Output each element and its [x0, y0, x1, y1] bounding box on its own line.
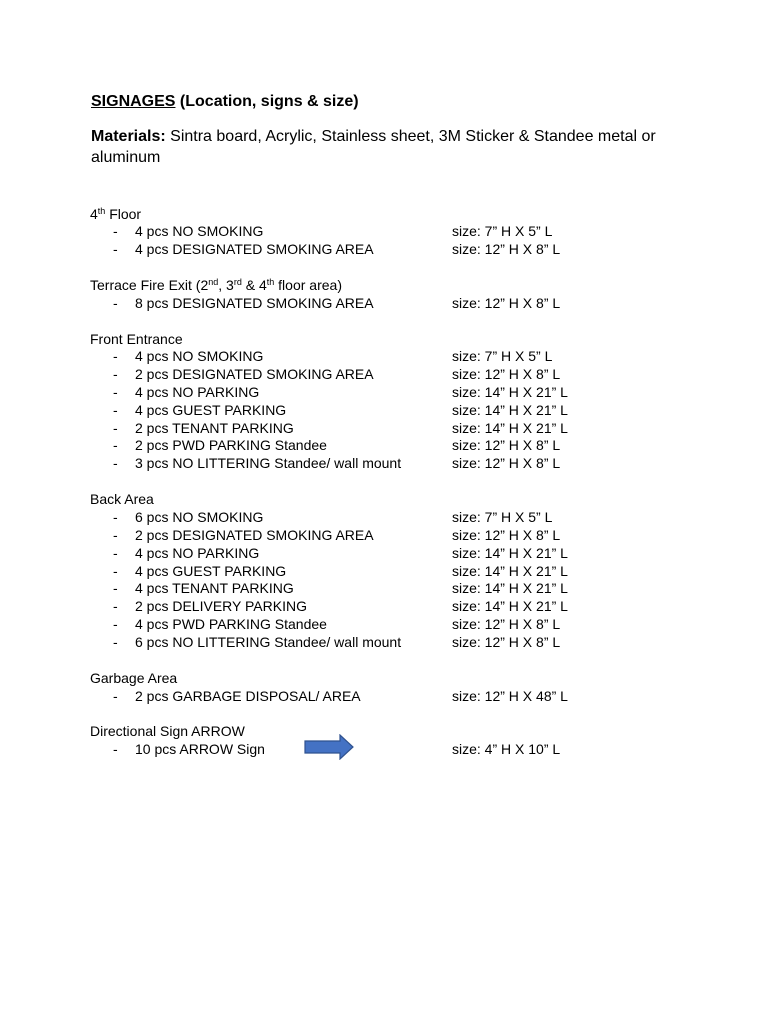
- bullet-dash: -: [113, 241, 118, 257]
- section-heading-terrace: [90, 277, 342, 293]
- bullet-dash: -: [113, 527, 118, 543]
- heading-text: & 4: [241, 277, 267, 293]
- heading-text: Floor: [105, 206, 142, 222]
- bullet-dash: -: [113, 634, 118, 650]
- item-size: size: 12” H X 8” L: [452, 437, 561, 453]
- superscript: th: [266, 277, 275, 287]
- materials-label: Materials:: [91, 128, 166, 145]
- bullet-dash: -: [113, 223, 118, 239]
- bullet-dash: -: [113, 295, 118, 311]
- item-description: 2 pcs GARBAGE DISPOSAL/ AREA: [135, 688, 361, 704]
- item-description: 4 pcs TENANT PARKING: [135, 580, 294, 596]
- superscript: th: [97, 206, 106, 216]
- materials-paragraph: [91, 126, 691, 168]
- heading-text: , 3: [218, 277, 234, 293]
- bullet-dash: -: [113, 384, 118, 400]
- item-size: size: 12” H X 8” L: [452, 366, 561, 382]
- list-item: [0, 437, 768, 455]
- item-description: 10 pcs ARROW Sign: [135, 741, 265, 757]
- item-size: size: 12” H X 8” L: [452, 241, 561, 257]
- item-description: 3 pcs NO LITTERING Standee/ wall mount: [135, 455, 402, 471]
- item-description: 4 pcs NO SMOKING: [135, 348, 264, 364]
- bullet-dash: -: [113, 598, 118, 614]
- bullet-dash: -: [113, 741, 118, 757]
- bullet-dash: -: [113, 366, 118, 382]
- arrow-shape: [305, 735, 353, 759]
- item-description: 4 pcs DESIGNATED SMOKING AREA: [135, 241, 374, 257]
- item-description: 2 pcs PWD PARKING Standee: [135, 437, 327, 453]
- item-description: 6 pcs NO SMOKING: [135, 509, 264, 525]
- list-item: [0, 616, 768, 634]
- item-size: size: 12” H X 8” L: [452, 455, 561, 471]
- list-item: [0, 366, 768, 384]
- item-description: 4 pcs NO PARKING: [135, 545, 260, 561]
- item-description: 4 pcs GUEST PARKING: [135, 563, 287, 579]
- item-size: size: 7” H X 5” L: [452, 348, 553, 364]
- item-size: size: 12” H X 8” L: [452, 634, 561, 650]
- right-arrow-icon: [304, 734, 354, 760]
- item-description: 4 pcs PWD PARKING Standee: [135, 616, 327, 632]
- bullet-dash: -: [113, 455, 118, 471]
- item-description: 2 pcs DELIVERY PARKING: [135, 598, 307, 614]
- item-size: size: 14” H X 21” L: [452, 384, 568, 400]
- list-item: [0, 741, 768, 759]
- list-item: [0, 509, 768, 527]
- title-subtitle: (Location, signs & size): [175, 93, 359, 110]
- list-item: [0, 295, 768, 313]
- item-size: size: 12” H X 48” L: [452, 688, 568, 704]
- section-heading-directional-sign: Directional Sign ARROW: [90, 723, 245, 739]
- item-size: size: 14” H X 21” L: [452, 598, 568, 614]
- item-description: 2 pcs DESIGNATED SMOKING AREA: [135, 527, 374, 543]
- bullet-dash: -: [113, 580, 118, 596]
- item-description: 4 pcs NO SMOKING: [135, 223, 264, 239]
- list-item: [0, 634, 768, 652]
- section-heading-back-area: Back Area: [90, 491, 154, 507]
- item-description: 2 pcs DESIGNATED SMOKING AREA: [135, 366, 374, 382]
- bullet-dash: -: [113, 509, 118, 525]
- bullet-dash: -: [113, 402, 118, 418]
- item-size: size: 14” H X 21” L: [452, 402, 568, 418]
- item-size: size: 4” H X 10” L: [452, 741, 561, 757]
- list-item: [0, 598, 768, 616]
- item-size: size: 14” H X 21” L: [452, 563, 568, 579]
- item-description: 2 pcs TENANT PARKING: [135, 420, 294, 436]
- bullet-dash: -: [113, 688, 118, 704]
- bullet-dash: -: [113, 563, 118, 579]
- item-description: 4 pcs NO PARKING: [135, 384, 260, 400]
- superscript: nd: [208, 277, 219, 287]
- list-item: [0, 223, 768, 241]
- item-size: size: 12” H X 8” L: [452, 295, 561, 311]
- heading-text: floor area): [274, 277, 342, 293]
- item-size: size: 7” H X 5” L: [452, 509, 553, 525]
- item-size: size: 14” H X 21” L: [452, 545, 568, 561]
- list-item: [0, 455, 768, 473]
- materials-text: Sintra board, Acrylic, Stainless sheet, 3M Sticker & Standee metal or aluminum: [91, 128, 656, 166]
- list-item: [0, 688, 768, 706]
- list-item: [0, 580, 768, 598]
- item-size: size: 12” H X 8” L: [452, 616, 561, 632]
- item-size: size: 14” H X 21” L: [452, 420, 568, 436]
- item-description: 6 pcs NO LITTERING Standee/ wall mount: [135, 634, 402, 650]
- list-item: [0, 402, 768, 420]
- bullet-dash: -: [113, 437, 118, 453]
- section-heading-4th-floor: [90, 206, 141, 222]
- superscript: rd: [233, 277, 242, 287]
- item-size: size: 12” H X 8” L: [452, 527, 561, 543]
- bullet-dash: -: [113, 616, 118, 632]
- list-item: [0, 348, 768, 366]
- heading-text: Terrace Fire Exit (2: [90, 277, 209, 293]
- document-title: [91, 93, 359, 111]
- item-description: 4 pcs GUEST PARKING: [135, 402, 287, 418]
- bullet-dash: -: [113, 420, 118, 436]
- section-heading-garbage-area: Garbage Area: [90, 670, 178, 686]
- list-item: [0, 420, 768, 438]
- heading-text: 4: [90, 206, 98, 222]
- list-item: [0, 527, 768, 545]
- list-item: [0, 241, 768, 259]
- list-item: [0, 384, 768, 402]
- item-size: size: 14” H X 21” L: [452, 580, 568, 596]
- bullet-dash: -: [113, 348, 118, 364]
- list-item: [0, 545, 768, 563]
- item-description: 8 pcs DESIGNATED SMOKING AREA: [135, 295, 374, 311]
- title-main: SIGNAGES: [91, 93, 176, 110]
- list-item: [0, 563, 768, 581]
- bullet-dash: -: [113, 545, 118, 561]
- item-size: size: 7” H X 5” L: [452, 223, 553, 239]
- section-heading-front-entrance: Front Entrance: [90, 331, 183, 347]
